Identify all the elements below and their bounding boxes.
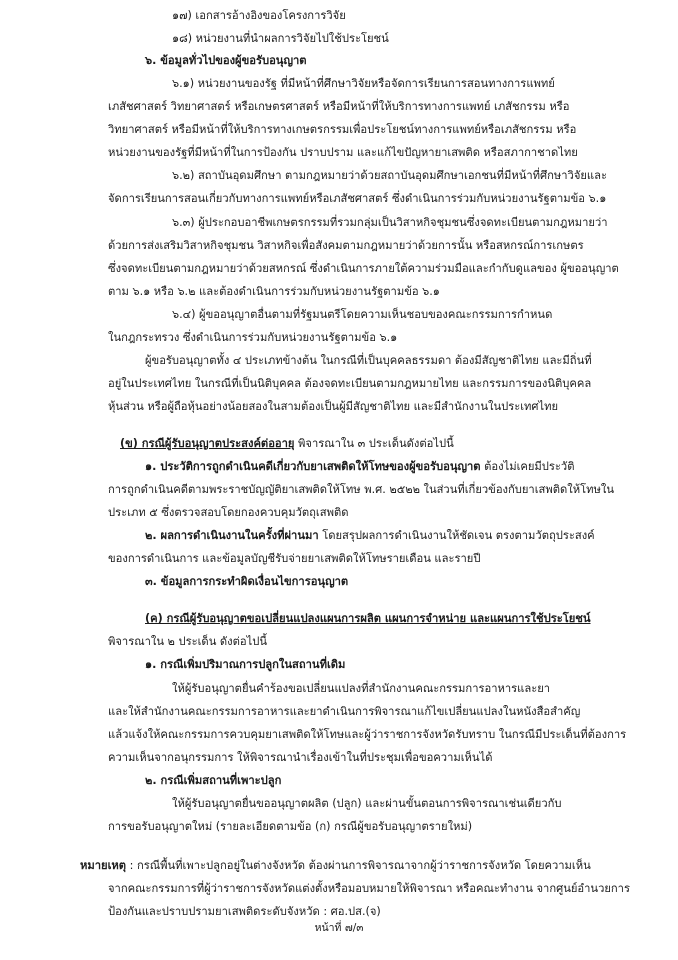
section-c-item-1-line-1: ให้ผู้รับอนุญาตยื่นคำร้องขอเปลี่ยนแปลงที่สำนักงานคณะกรรมการอาหารและยา <box>172 682 551 695</box>
para-6-3-line-4: ตาม ๖.๑ หรือ ๖.๒ และต้องดำเนินการร่วมกับหน่วยงานรัฐตามข้อ ๖.๑ <box>108 285 440 298</box>
section-b-heading <box>120 434 454 455</box>
para-6-4-line-1: ๖.๔) ผู้ขออนุญาตอื่นตามที่รัฐมนตรีโดยความเห็นชอบของคณะกรรมการกำหนด <box>172 308 553 321</box>
section-b-title: (ข) กรณีผู้รับอนุญาตประสงค์ต่ออายุ <box>120 437 295 450</box>
para-6-3-line-1: ๖.๓) ผู้ประกอบอาชีพเกษตรกรรมที่รวมกลุ่มเป็นวิสาหกิจชุมชนซึ่งจดทะเบียนตามกฎหมายว่า <box>172 216 608 229</box>
section-c-heading: (ค) กรณีผู้รับอนุญาตขอเปลี่ยนแปลงแผนการผลิต แผนการจำหน่าย และแผนการใช้ประโยชน์ <box>145 612 591 625</box>
para-6-1-line-1: ๖.๑) หน่วยงานของรัฐ ที่มีหน้าที่ศึกษาวิจัยหรือจัดการเรียนการสอนทางการแพทย์ <box>172 77 555 90</box>
section-c-item-1-line-4: ความเห็นจากอนุกรรมการ ให้พิจารณานำเรื่องเข้าในที่ประชุมเพื่อขอความเห็นได้ <box>108 751 493 764</box>
section-6-heading: ๖. ข้อมูลทั่วไปของผู้ขอรับอนุญาต <box>145 54 307 67</box>
note-line-2: จากคณะกรรมการที่ผู้ว่าราชการจังหวัดแต่งตั้งหรือมอบหมายให้พิจารณา หรือคณะทำงาน จากศูนย์อำนวยการ <box>108 882 630 895</box>
section-b-intro: พิจารณาใน ๓ ประเด็นดังต่อไปนี้ <box>294 437 454 450</box>
applicant-rule-line-1: ผู้ขอรับอนุญาตทั้ง ๔ ประเภทข้างต้น ในกรณีที่เป็นบุคคลธรรมดา ต้องมีสัญชาติไทย และมีถิ่นที่ <box>145 354 592 367</box>
ref-item-18: ๑๘) หน่วยงานที่นำผลการวิจัยไปใช้ประโยชน์ <box>172 32 389 45</box>
para-6-2-line-1: ๖.๒) สถาบันอุดมศึกษา ตามกฎหมายว่าด้วยสถาบันอุดมศึกษาเอกชนที่มีหน้าที่ศึกษาวิจัยและ <box>172 169 608 182</box>
applicant-rule-line-2: อยู่ในประเทศไทย ในกรณีที่เป็นนิติบุคคล ต้องจดทะเบียนตามกฎหมายไทย และกรรมการของนิติบุคคล <box>108 377 592 390</box>
section-c-item-2-line-1: ให้ผู้รับอนุญาตยื่นขออนุญาตผลิต (ปลูก) และผ่านขั้นตอนการพิจารณาเช่นเดียวกับ <box>172 797 562 810</box>
section-b-item-1-text: ต้องไม่เคยมีประวัติ <box>480 460 575 473</box>
section-c-item-1-line-3: แล้วแจ้งให้คณะกรรมการควบคุมยาเสพติดให้โทษและผู้ว่าราชการจังหวัดรับทราบ ในกรณีมีประเด็นที่ต้องการ <box>108 728 627 741</box>
note-label: หมายเหตุ <box>80 859 127 872</box>
para-6-1-line-2: เภสัชศาสตร์ วิทยาศาสตร์ หรือเกษตรศาสตร์ หรือมีหน้าที่ให้บริการทางการแพทย์ เภสัชกรรม หรือ <box>108 100 570 113</box>
para-6-3-line-2: ด้วยการส่งเสริมวิสาหกิจชุมชน วิสาหกิจเพื่อสังคมตามกฎหมายว่าด้วยการนั้น หรือสหกรณ์การเกษตร <box>108 239 584 252</box>
section-b-item-1-title: ๑. ประวัติการถูกดำเนินคดีเกี่ยวกับยาเสพติดให้โทษของผู้ขอรับอนุญาต <box>145 460 481 473</box>
ref-item-17: ๑๗) เอกสารอ้างอิงของโครงการวิจัย <box>172 9 346 22</box>
para-6-1-line-4: หน่วยงานของรัฐที่มีหน้าที่ในการป้องกัน ปราบปราม และแก้ไขปัญหายาเสพติด หรือสภากาชาดไทย <box>108 146 578 159</box>
para-6-3-line-3: ซึ่งจดทะเบียนตามกฎหมายว่าด้วยสหกรณ์ ซึ่งดำเนินการภายใต้ความร่วมมือและกำกับดูแลของ ผู้ขออนุญาต <box>108 262 619 275</box>
applicant-rule-line-3: หุ้นส่วน หรือผู้ถือหุ้นอย่างน้อยสองในสามต้องเป็นผู้มีสัญชาติไทย และมีสำนักงานในประเทศไทย <box>108 400 559 413</box>
section-b-item-1-line-3: ประเภท ๕ ซึ่งตรวจสอบโดยกองควบคุมวัตถุเสพติด <box>108 506 349 519</box>
section-c-item-1-line-2: และให้สำนักงานคณะกรรมการอาหารและยาดำเนินการพิจารณาแก้ไขเปลี่ยนแปลงในหนังสือสำคัญ <box>108 705 581 718</box>
para-6-4-line-2: ในกฎกระทรวง ซึ่งดำเนินการร่วมกับหน่วยงานรัฐตามข้อ ๖.๑ <box>108 331 398 344</box>
section-c-item-2-title: ๒. กรณีเพิ่มสถานที่เพาะปลูก <box>145 774 282 787</box>
section-c-item-2-line-2: การขอรับอนุญาตใหม่ (รายละเอียดตามข้อ (ก) กรณีผู้ขอรับอนุญาตรายใหม่) <box>108 820 473 833</box>
section-b-item-3: ๓. ข้อมูลการกระทำผิดเงื่อนไขการอนุญาต <box>145 575 349 588</box>
note-line-3: ป้องกันและปราบปรามยาเสพติดระดับจังหวัด : ศอ.ปส.(จ) <box>108 905 381 918</box>
section-b-item-2-line-2: ของการดำเนินการ และข้อมูลบัญชีรับจ่ายยาเสพติดให้โทษรายเดือน และรายปี <box>108 552 481 565</box>
note-line-1 <box>80 856 591 877</box>
page-number: หน้าที่ ๗/๓ <box>314 922 364 934</box>
section-b-item-1-line-2: การถูกดำเนินคดีตามพระราชบัญญัติยาเสพติดให้โทษ พ.ศ. ๒๕๒๒ ในส่วนที่เกี่ยวข้องกับยาเสพติดให้โทษใน <box>108 483 614 496</box>
section-b-item-2-line-1 <box>145 526 595 547</box>
section-b-item-2-text: โดยสรุปผลการดำเนินงานให้ชัดเจน ตรงตามวัตถุประสงค์ <box>318 529 595 542</box>
section-b-item-2-title: ๒. ผลการดำเนินงานในครั้งที่ผ่านมา <box>145 529 319 542</box>
para-6-1-line-3: วิทยาศาสตร์ หรือมีหน้าที่ให้บริการทางเกษตรกรรมเพื่อประโยชน์ทางการแพทย์หรือเภสัชกรรม หรือ <box>108 123 577 136</box>
para-6-2-line-2: จัดการเรียนการสอนเกี่ยวกับทางการแพทย์หรือเภสัชศาสตร์ ซึ่งดำเนินการร่วมกับหน่วยงานรัฐตามข้อ ๖.๑ <box>108 192 607 205</box>
section-c-item-1-title: ๑. กรณีเพิ่มปริมาณการปลูกในสถานที่เดิม <box>145 658 346 671</box>
section-c-intro: พิจารณาใน ๒ ประเด็น ดังต่อไปนี้ <box>108 635 267 648</box>
section-b-item-1-line-1 <box>145 457 574 478</box>
note-text: : กรณีพื้นที่เพาะปลูกอยู่ในต่างจังหวัด ต้องผ่านการพิจารณาจากผู้ว่าราชการจังหวัด โดยความเห็น <box>126 859 591 872</box>
